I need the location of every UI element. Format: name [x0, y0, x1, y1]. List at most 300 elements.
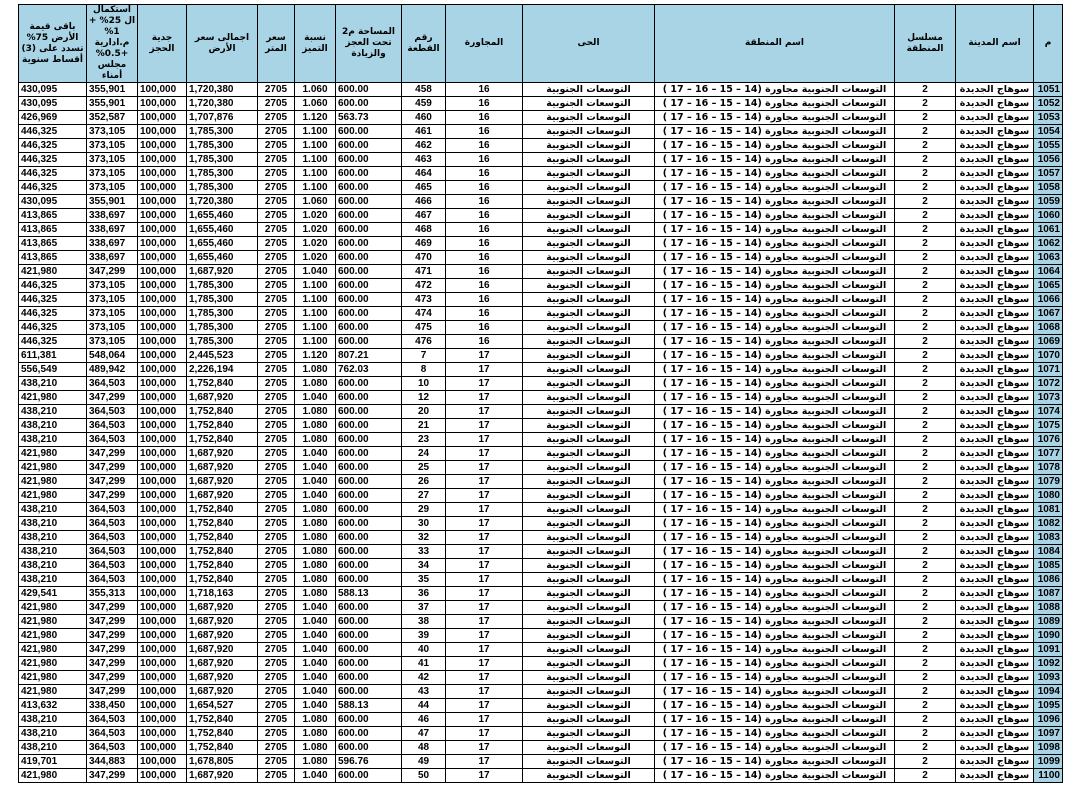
cell-zone-serial: 2	[895, 447, 956, 461]
cell-plot: 462	[402, 139, 446, 153]
cell-zone-name: التوسعات الجنوبية مجاورة (14 – 15 – 16 – 17 )	[655, 433, 895, 447]
cell-deposit: 100,000	[138, 531, 187, 545]
cell-meter-price: 2705	[258, 447, 295, 461]
cell-remaining: 421,980	[19, 769, 87, 783]
table-row	[19, 125, 1063, 139]
cell-district: التوسعات الجنوبية	[523, 209, 655, 223]
cell-deposit: 100,000	[138, 209, 187, 223]
cell-m: 1096	[1034, 713, 1063, 727]
cell-plot: 12	[402, 391, 446, 405]
cell-completion: 338,697	[87, 251, 138, 265]
cell-total-price: 1,720,380	[187, 97, 258, 111]
cell-district: التوسعات الجنوبية	[523, 727, 655, 741]
cell-zone-serial: 2	[895, 685, 956, 699]
cell-plot: 27	[402, 489, 446, 503]
cell-city: سوهاج الجديدة	[956, 769, 1034, 783]
cell-premium: 1.100	[295, 279, 336, 293]
cell-district: التوسعات الجنوبية	[523, 419, 655, 433]
cell-deposit: 100,000	[138, 587, 187, 601]
cell-remaining: 430,095	[19, 195, 87, 209]
cell-premium: 1.020	[295, 251, 336, 265]
cell-meter-price: 2705	[258, 125, 295, 139]
cell-remaining: 438,210	[19, 377, 87, 391]
cell-meter-price: 2705	[258, 111, 295, 125]
cell-m: 1056	[1034, 153, 1063, 167]
header-premium: نسبة التميز	[295, 5, 336, 83]
table-row	[19, 167, 1063, 181]
cell-deposit: 100,000	[138, 363, 187, 377]
cell-total-price: 1,687,920	[187, 475, 258, 489]
cell-area: 600.00	[336, 475, 402, 489]
cell-completion: 347,299	[87, 657, 138, 671]
cell-premium: 1.100	[295, 153, 336, 167]
table-row	[19, 489, 1063, 503]
cell-neighborhood: 16	[446, 251, 523, 265]
cell-area: 600.00	[336, 461, 402, 475]
cell-plot: 468	[402, 223, 446, 237]
cell-meter-price: 2705	[258, 433, 295, 447]
cell-neighborhood: 17	[446, 755, 523, 769]
cell-total-price: 1,687,920	[187, 685, 258, 699]
cell-remaining: 438,210	[19, 741, 87, 755]
cell-m: 1054	[1034, 125, 1063, 139]
cell-m: 1066	[1034, 293, 1063, 307]
cell-completion: 364,503	[87, 713, 138, 727]
cell-remaining: 446,325	[19, 153, 87, 167]
cell-remaining: 421,980	[19, 265, 87, 279]
cell-neighborhood: 17	[446, 447, 523, 461]
cell-premium: 1.100	[295, 139, 336, 153]
table-row	[19, 447, 1063, 461]
cell-meter-price: 2705	[258, 461, 295, 475]
cell-completion: 355,901	[87, 195, 138, 209]
cell-m: 1075	[1034, 419, 1063, 433]
cell-neighborhood: 16	[446, 335, 523, 349]
cell-premium: 1.060	[295, 195, 336, 209]
cell-premium: 1.100	[295, 181, 336, 195]
cell-remaining: 446,325	[19, 139, 87, 153]
cell-plot: 39	[402, 629, 446, 643]
cell-total-price: 1,785,300	[187, 167, 258, 181]
cell-completion: 373,105	[87, 153, 138, 167]
cell-completion: 373,105	[87, 293, 138, 307]
cell-remaining: 438,210	[19, 433, 87, 447]
cell-area: 600.00	[336, 279, 402, 293]
cell-district: التوسعات الجنوبية	[523, 587, 655, 601]
cell-total-price: 1,752,840	[187, 727, 258, 741]
cell-deposit: 100,000	[138, 335, 187, 349]
table-row	[19, 335, 1063, 349]
cell-m: 1080	[1034, 489, 1063, 503]
cell-premium: 1.040	[295, 461, 336, 475]
cell-zone-serial: 2	[895, 363, 956, 377]
cell-deposit: 100,000	[138, 97, 187, 111]
cell-completion: 373,105	[87, 321, 138, 335]
cell-area: 600.00	[336, 769, 402, 783]
cell-completion: 364,503	[87, 433, 138, 447]
cell-m: 1068	[1034, 321, 1063, 335]
cell-area: 600.00	[336, 433, 402, 447]
cell-district: التوسعات الجنوبية	[523, 363, 655, 377]
cell-completion: 347,299	[87, 615, 138, 629]
cell-meter-price: 2705	[258, 573, 295, 587]
cell-plot: 467	[402, 209, 446, 223]
cell-total-price: 1,687,920	[187, 391, 258, 405]
cell-zone-name: التوسعات الجنوبية مجاورة (14 – 15 – 16 – 17 )	[655, 573, 895, 587]
cell-m: 1081	[1034, 503, 1063, 517]
header-total-price: اجمالى سعر الأرض	[187, 5, 258, 83]
cell-area: 600.00	[336, 125, 402, 139]
header-row	[19, 5, 1063, 83]
cell-remaining: 413,632	[19, 699, 87, 713]
cell-premium: 1.020	[295, 223, 336, 237]
cell-neighborhood: 17	[446, 503, 523, 517]
cell-district: التوسعات الجنوبية	[523, 713, 655, 727]
cell-district: التوسعات الجنوبية	[523, 671, 655, 685]
table-row	[19, 755, 1063, 769]
table-row	[19, 587, 1063, 601]
cell-deposit: 100,000	[138, 489, 187, 503]
cell-m: 1092	[1034, 657, 1063, 671]
cell-total-price: 1,687,920	[187, 447, 258, 461]
cell-district: التوسعات الجنوبية	[523, 447, 655, 461]
cell-total-price: 1,655,460	[187, 209, 258, 223]
cell-remaining: 413,865	[19, 209, 87, 223]
header-city: اسم المدينة	[956, 5, 1034, 83]
cell-total-price: 1,655,460	[187, 223, 258, 237]
cell-plot: 469	[402, 237, 446, 251]
cell-remaining: 446,325	[19, 167, 87, 181]
table-row	[19, 83, 1063, 97]
cell-plot: 474	[402, 307, 446, 321]
cell-meter-price: 2705	[258, 335, 295, 349]
cell-m: 1078	[1034, 461, 1063, 475]
cell-neighborhood: 17	[446, 769, 523, 783]
cell-zone-name: التوسعات الجنوبية مجاورة (14 – 15 – 16 – 17 )	[655, 349, 895, 363]
cell-deposit: 100,000	[138, 685, 187, 699]
cell-district: التوسعات الجنوبية	[523, 391, 655, 405]
cell-city: سوهاج الجديدة	[956, 405, 1034, 419]
cell-zone-serial: 2	[895, 307, 956, 321]
cell-total-price: 1,752,840	[187, 573, 258, 587]
cell-deposit: 100,000	[138, 167, 187, 181]
cell-total-price: 1,707,876	[187, 111, 258, 125]
cell-premium: 1.080	[295, 433, 336, 447]
cell-total-price: 1,687,920	[187, 657, 258, 671]
cell-zone-name: التوسعات الجنوبية مجاورة (14 – 15 – 16 – 17 )	[655, 545, 895, 559]
cell-district: التوسعات الجنوبية	[523, 531, 655, 545]
cell-zone-serial: 2	[895, 181, 956, 195]
cell-district: التوسعات الجنوبية	[523, 629, 655, 643]
cell-district: التوسعات الجنوبية	[523, 279, 655, 293]
cell-city: سوهاج الجديدة	[956, 755, 1034, 769]
cell-city: سوهاج الجديدة	[956, 419, 1034, 433]
cell-total-price: 1,752,840	[187, 517, 258, 531]
cell-m: 1072	[1034, 377, 1063, 391]
cell-meter-price: 2705	[258, 517, 295, 531]
cell-zone-serial: 2	[895, 489, 956, 503]
cell-remaining: 446,325	[19, 279, 87, 293]
cell-zone-name: التوسعات الجنوبية مجاورة (14 – 15 – 16 – 17 )	[655, 167, 895, 181]
cell-remaining: 446,325	[19, 293, 87, 307]
cell-neighborhood: 17	[446, 671, 523, 685]
cell-plot: 37	[402, 601, 446, 615]
cell-district: التوسعات الجنوبية	[523, 769, 655, 783]
cell-city: سوهاج الجديدة	[956, 573, 1034, 587]
cell-m: 1059	[1034, 195, 1063, 209]
cell-zone-serial: 2	[895, 643, 956, 657]
cell-zone-serial: 2	[895, 503, 956, 517]
cell-neighborhood: 16	[446, 321, 523, 335]
cell-total-price: 1,720,380	[187, 195, 258, 209]
cell-deposit: 100,000	[138, 503, 187, 517]
cell-city: سوهاج الجديدة	[956, 349, 1034, 363]
cell-zone-name: التوسعات الجنوبية مجاورة (14 – 15 – 16 – 17 )	[655, 251, 895, 265]
cell-meter-price: 2705	[258, 727, 295, 741]
cell-city: سوهاج الجديدة	[956, 209, 1034, 223]
cell-neighborhood: 17	[446, 545, 523, 559]
cell-zone-serial: 2	[895, 461, 956, 475]
cell-m: 1063	[1034, 251, 1063, 265]
cell-total-price: 1,687,920	[187, 489, 258, 503]
cell-zone-name: التوسعات الجنوبية مجاورة (14 – 15 – 16 – 17 )	[655, 321, 895, 335]
cell-meter-price: 2705	[258, 419, 295, 433]
cell-area: 600.00	[336, 237, 402, 251]
cell-zone-name: التوسعات الجنوبية مجاورة (14 – 15 – 16 – 17 )	[655, 139, 895, 153]
cell-plot: 49	[402, 755, 446, 769]
cell-zone-serial: 2	[895, 83, 956, 97]
cell-deposit: 100,000	[138, 629, 187, 643]
cell-city: سوهاج الجديدة	[956, 237, 1034, 251]
cell-neighborhood: 16	[446, 195, 523, 209]
cell-total-price: 1,687,920	[187, 643, 258, 657]
table-row	[19, 517, 1063, 531]
cell-deposit: 100,000	[138, 699, 187, 713]
cell-m: 1061	[1034, 223, 1063, 237]
cell-total-price: 2,226,194	[187, 363, 258, 377]
cell-total-price: 1,720,380	[187, 83, 258, 97]
cell-zone-serial: 2	[895, 615, 956, 629]
cell-meter-price: 2705	[258, 237, 295, 251]
cell-city: سوهاج الجديدة	[956, 699, 1034, 713]
cell-zone-name: التوسعات الجنوبية مجاورة (14 – 15 – 16 – 17 )	[655, 587, 895, 601]
cell-area: 600.00	[336, 321, 402, 335]
table-row	[19, 363, 1063, 377]
cell-district: التوسعات الجنوبية	[523, 349, 655, 363]
cell-premium: 1.040	[295, 475, 336, 489]
cell-plot: 30	[402, 517, 446, 531]
cell-neighborhood: 17	[446, 475, 523, 489]
table-row	[19, 433, 1063, 447]
cell-district: التوسعات الجنوبية	[523, 181, 655, 195]
cell-premium: 1.080	[295, 377, 336, 391]
cell-remaining: 421,980	[19, 461, 87, 475]
cell-area: 600.00	[336, 265, 402, 279]
cell-city: سوهاج الجديدة	[956, 195, 1034, 209]
cell-district: التوسعات الجنوبية	[523, 573, 655, 587]
cell-city: سوهاج الجديدة	[956, 713, 1034, 727]
cell-remaining: 413,865	[19, 223, 87, 237]
table-row	[19, 377, 1063, 391]
cell-deposit: 100,000	[138, 83, 187, 97]
plots-table	[18, 4, 1063, 783]
cell-meter-price: 2705	[258, 195, 295, 209]
cell-area: 600.00	[336, 671, 402, 685]
cell-premium: 1.080	[295, 559, 336, 573]
cell-remaining: 438,210	[19, 517, 87, 531]
cell-zone-name: التوسعات الجنوبية مجاورة (14 – 15 – 16 – 17 )	[655, 111, 895, 125]
cell-zone-serial: 2	[895, 475, 956, 489]
cell-zone-name: التوسعات الجنوبية مجاورة (14 – 15 – 16 – 17 )	[655, 419, 895, 433]
cell-deposit: 100,000	[138, 139, 187, 153]
cell-neighborhood: 17	[446, 363, 523, 377]
cell-completion: 347,299	[87, 475, 138, 489]
header-deposit: جدية الحجز	[138, 5, 187, 83]
cell-area: 600.00	[336, 377, 402, 391]
table-row	[19, 139, 1063, 153]
table-row	[19, 279, 1063, 293]
cell-district: التوسعات الجنوبية	[523, 517, 655, 531]
cell-neighborhood: 16	[446, 237, 523, 251]
cell-deposit: 100,000	[138, 307, 187, 321]
cell-remaining: 421,980	[19, 447, 87, 461]
cell-remaining: 438,210	[19, 713, 87, 727]
cell-city: سوهاج الجديدة	[956, 629, 1034, 643]
table-row	[19, 475, 1063, 489]
table-row	[19, 209, 1063, 223]
cell-district: التوسعات الجنوبية	[523, 461, 655, 475]
cell-district: التوسعات الجنوبية	[523, 125, 655, 139]
cell-zone-serial: 2	[895, 531, 956, 545]
cell-plot: 10	[402, 377, 446, 391]
cell-plot: 458	[402, 83, 446, 97]
cell-zone-serial: 2	[895, 349, 956, 363]
cell-remaining: 419,701	[19, 755, 87, 769]
table-row	[19, 657, 1063, 671]
cell-neighborhood: 17	[446, 433, 523, 447]
cell-zone-name: التوسعات الجنوبية مجاورة (14 – 15 – 16 – 17 )	[655, 391, 895, 405]
cell-city: سوهاج الجديدة	[956, 727, 1034, 741]
cell-premium: 1.080	[295, 587, 336, 601]
cell-total-price: 1,752,840	[187, 741, 258, 755]
cell-neighborhood: 17	[446, 517, 523, 531]
cell-plot: 24	[402, 447, 446, 461]
table-row	[19, 559, 1063, 573]
cell-zone-serial: 2	[895, 517, 956, 531]
cell-zone-name: التوسعات الجنوبية مجاورة (14 – 15 – 16 – 17 )	[655, 699, 895, 713]
cell-meter-price: 2705	[258, 97, 295, 111]
cell-zone-serial: 2	[895, 433, 956, 447]
cell-completion: 347,299	[87, 685, 138, 699]
cell-neighborhood: 17	[446, 727, 523, 741]
cell-area: 600.00	[336, 601, 402, 615]
cell-meter-price: 2705	[258, 293, 295, 307]
cell-zone-name: التوسعات الجنوبية مجاورة (14 – 15 – 16 – 17 )	[655, 517, 895, 531]
cell-city: سوهاج الجديدة	[956, 265, 1034, 279]
cell-area: 600.00	[336, 405, 402, 419]
cell-meter-price: 2705	[258, 279, 295, 293]
cell-completion: 364,503	[87, 419, 138, 433]
cell-area: 600.00	[336, 447, 402, 461]
cell-m: 1071	[1034, 363, 1063, 377]
cell-zone-serial: 2	[895, 671, 956, 685]
cell-zone-serial: 2	[895, 741, 956, 755]
cell-area: 600.00	[336, 503, 402, 517]
cell-total-price: 1,785,300	[187, 181, 258, 195]
cell-total-price: 1,752,840	[187, 433, 258, 447]
cell-zone-name: التوسعات الجنوبية مجاورة (14 – 15 – 16 – 17 )	[655, 713, 895, 727]
cell-area: 600.00	[336, 293, 402, 307]
cell-deposit: 100,000	[138, 279, 187, 293]
cell-neighborhood: 16	[446, 139, 523, 153]
cell-completion: 347,299	[87, 601, 138, 615]
cell-completion: 338,697	[87, 237, 138, 251]
cell-completion: 352,587	[87, 111, 138, 125]
cell-zone-serial: 2	[895, 377, 956, 391]
cell-deposit: 100,000	[138, 755, 187, 769]
cell-remaining: 446,325	[19, 307, 87, 321]
table-row	[19, 643, 1063, 657]
cell-remaining: 430,095	[19, 83, 87, 97]
cell-total-price: 1,718,163	[187, 587, 258, 601]
cell-city: سوهاج الجديدة	[956, 139, 1034, 153]
cell-plot: 42	[402, 671, 446, 685]
cell-area: 600.00	[336, 713, 402, 727]
cell-meter-price: 2705	[258, 601, 295, 615]
cell-area: 588.13	[336, 699, 402, 713]
cell-city: سوهاج الجديدة	[956, 335, 1034, 349]
cell-zone-name: التوسعات الجنوبية مجاورة (14 – 15 – 16 – 17 )	[655, 447, 895, 461]
cell-city: سوهاج الجديدة	[956, 559, 1034, 573]
cell-total-price: 2,445,523	[187, 349, 258, 363]
cell-deposit: 100,000	[138, 111, 187, 125]
table-row	[19, 685, 1063, 699]
cell-m: 1076	[1034, 433, 1063, 447]
cell-zone-name: التوسعات الجنوبية مجاورة (14 – 15 – 16 – 17 )	[655, 615, 895, 629]
cell-m: 1074	[1034, 405, 1063, 419]
cell-completion: 548,064	[87, 349, 138, 363]
cell-plot: 47	[402, 727, 446, 741]
cell-neighborhood: 16	[446, 223, 523, 237]
cell-district: التوسعات الجنوبية	[523, 139, 655, 153]
cell-plot: 46	[402, 713, 446, 727]
cell-premium: 1.120	[295, 349, 336, 363]
cell-total-price: 1,687,920	[187, 769, 258, 783]
cell-area: 600.00	[336, 83, 402, 97]
cell-total-price: 1,785,300	[187, 335, 258, 349]
cell-zone-serial: 2	[895, 237, 956, 251]
cell-m: 1090	[1034, 629, 1063, 643]
cell-premium: 1.020	[295, 237, 336, 251]
cell-zone-serial: 2	[895, 195, 956, 209]
cell-city: سوهاج الجديدة	[956, 517, 1034, 531]
cell-zone-name: التوسعات الجنوبية مجاورة (14 – 15 – 16 – 17 )	[655, 671, 895, 685]
cell-completion: 355,901	[87, 97, 138, 111]
cell-city: سوهاج الجديدة	[956, 321, 1034, 335]
table-row	[19, 615, 1063, 629]
cell-completion: 347,299	[87, 461, 138, 475]
cell-premium: 1.100	[295, 167, 336, 181]
cell-completion: 338,697	[87, 223, 138, 237]
cell-zone-serial: 2	[895, 153, 956, 167]
cell-city: سوهاج الجديدة	[956, 615, 1034, 629]
cell-zone-serial: 2	[895, 657, 956, 671]
cell-meter-price: 2705	[258, 629, 295, 643]
cell-completion: 364,503	[87, 405, 138, 419]
cell-area: 600.00	[336, 307, 402, 321]
cell-total-price: 1,678,805	[187, 755, 258, 769]
cell-total-price: 1,687,920	[187, 629, 258, 643]
